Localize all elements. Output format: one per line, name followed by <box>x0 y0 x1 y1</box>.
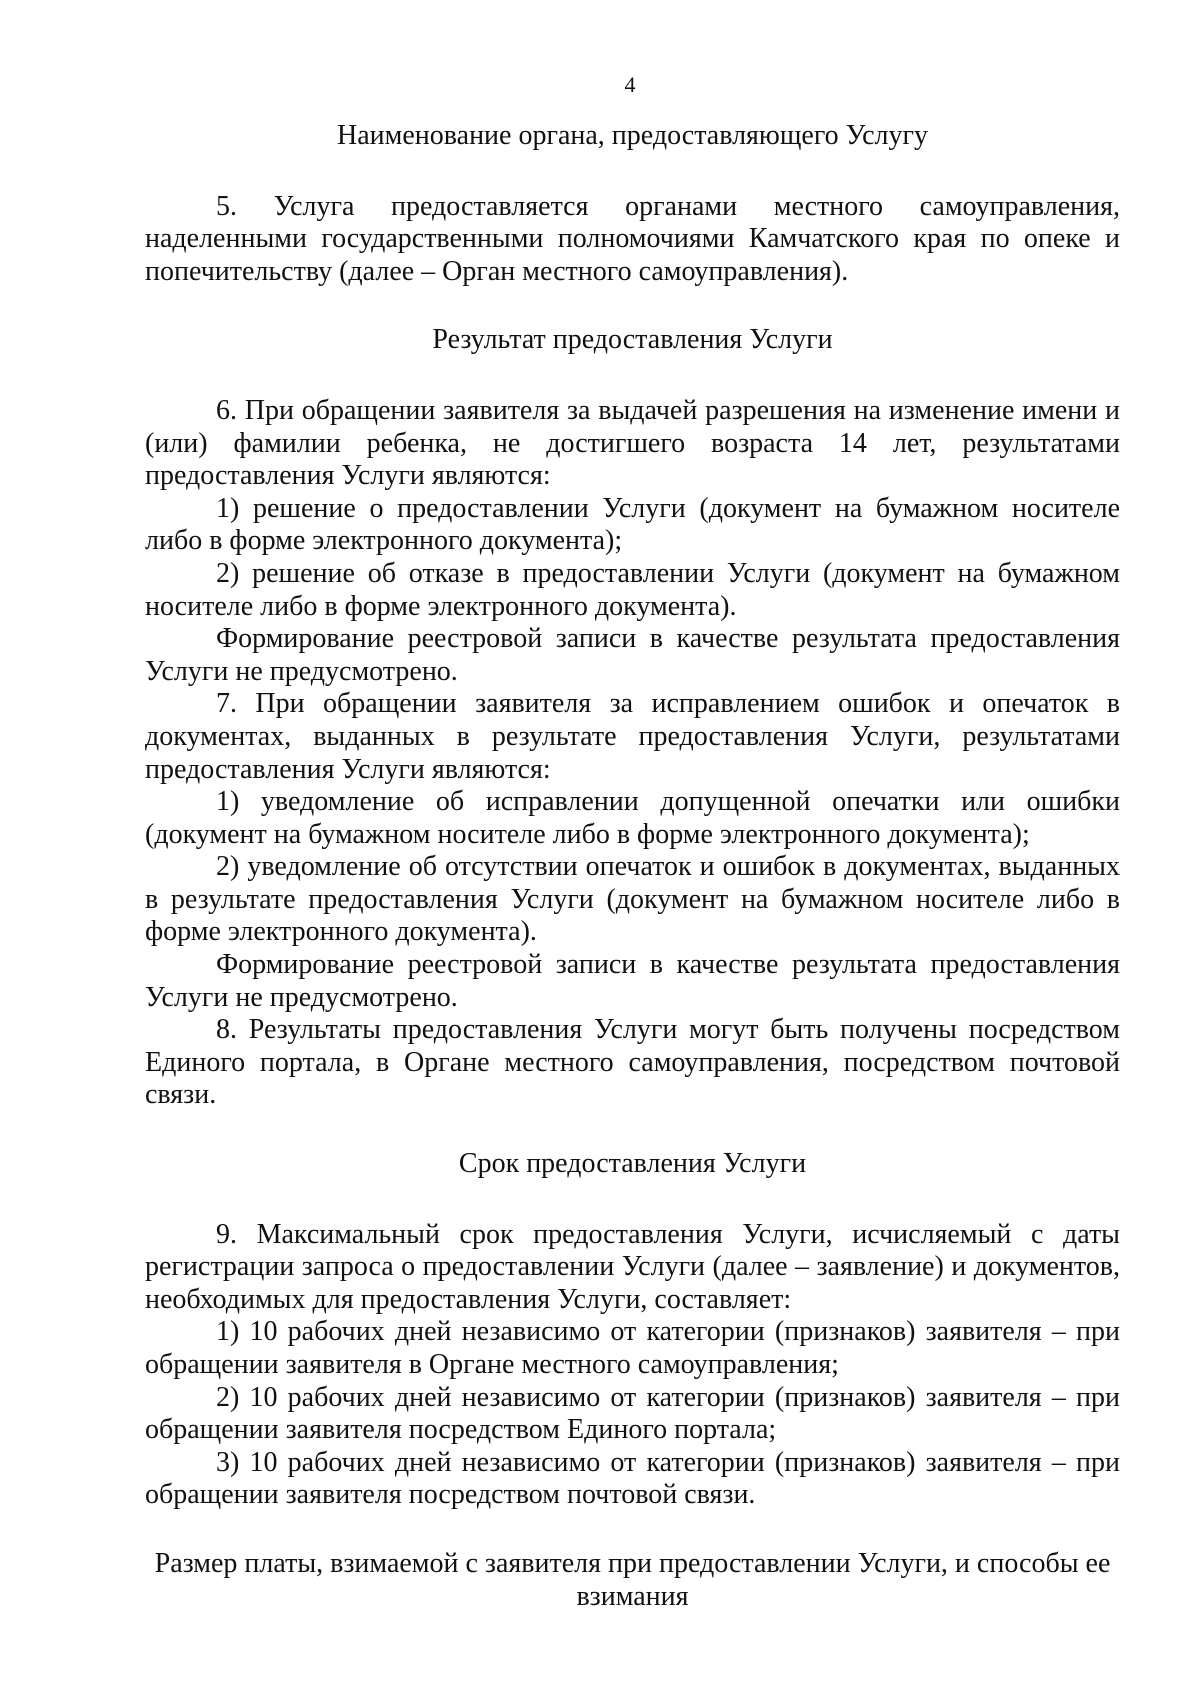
page-number: 4 <box>624 72 636 97</box>
paragraph-6: 6. При обращении заявителя за выдачей разрешения на изменение имени и (или) фамилии ребенка, не достигшего возраста 14 лет, результатами предоставления Услуги являются: <box>145 394 1120 492</box>
paragraph-7-item-1: 1) уведомление об исправлении допущенной опечатки или ошибки (документ на бумажном носителе либо в форме электронного документа); <box>145 786 1120 850</box>
paragraph-6-item-2: 2) решение об отказе в предоставлении Услуги (документ на бумажном носителе либо в форме электронного документа). <box>145 557 1120 622</box>
paragraph-9-item-2: 2) 10 рабочих дней независимо от категории (признаков) заявителя – при обращении заявителя посредством Единого портала; <box>145 1381 1120 1446</box>
paragraph-9-item-1: 1) 10 рабочих дней независимо от категории (признаков) заявителя – при обращении заявителя в Органе местного самоуправления; <box>145 1316 1120 1380</box>
paragraph-9-item-3: 3) 10 рабочих дней независимо от категории (признаков) заявителя – при обращении заявителя посредством почтовой связи. <box>145 1446 1120 1511</box>
document-body <box>145 120 1120 1613</box>
section-heading-result: Результат предоставления Услуги <box>432 324 833 356</box>
section-heading-term: Срок предоставления Услуги <box>458 1148 807 1180</box>
paragraph-9: 9. Максимальный срок предоставления Услуги, исчисляемый с даты регистрации запроса о предоставлении Услуги (далее – заявление) и документов, необходимых для предоставления Услуги, составляет: <box>145 1218 1120 1315</box>
paragraph-7-note: Формирование реестровой записи в качестве результата предоставления Услуги не предусмотрено. <box>145 949 1120 1013</box>
paragraph-6-note: Формирование реестровой записи в качестве результата предоставления Услуги не предусмотрено. <box>145 623 1120 687</box>
paragraph-6-item-1: 1) решение о предоставлении Услуги (документ на бумажном носителе либо в форме электронного документа); <box>145 492 1120 557</box>
section-heading-fee <box>145 1548 1120 1613</box>
section-heading-organ: Наименование органа, предоставляющего Услугу <box>337 120 928 151</box>
paragraph-7-item-2: 2) уведомление об отсутствии опечаток и ошибок в документах, выданных в результате предоставления Услуги (документ на бумажном носителе либо в форме электронного документа). <box>145 851 1120 948</box>
paragraph-5: 5. Услуга предоставляется органами местного самоуправления, наделенными государственными полномочиями Камчатского края по опеке и попечительству (далее – Орган местного самоуправления). <box>145 190 1120 287</box>
paragraph-8: 8. Результаты предоставления Услуги могут быть получены посредством Единого портала, в Органе местного самоуправления, посредством почтовой связи. <box>145 1014 1120 1111</box>
section-heading-fee-line-1: Размер платы, взимаемой с заявителя при предоставлении Услуги, и способы ее <box>154 1547 1111 1579</box>
section-heading-fee-line-2: взимания <box>576 1580 689 1612</box>
paragraph-7: 7. При обращении заявителя за исправлением ошибок и опечаток в документах, выданных в результате предоставления Услуги, результатами предоставления Услуги являются: <box>145 688 1120 785</box>
